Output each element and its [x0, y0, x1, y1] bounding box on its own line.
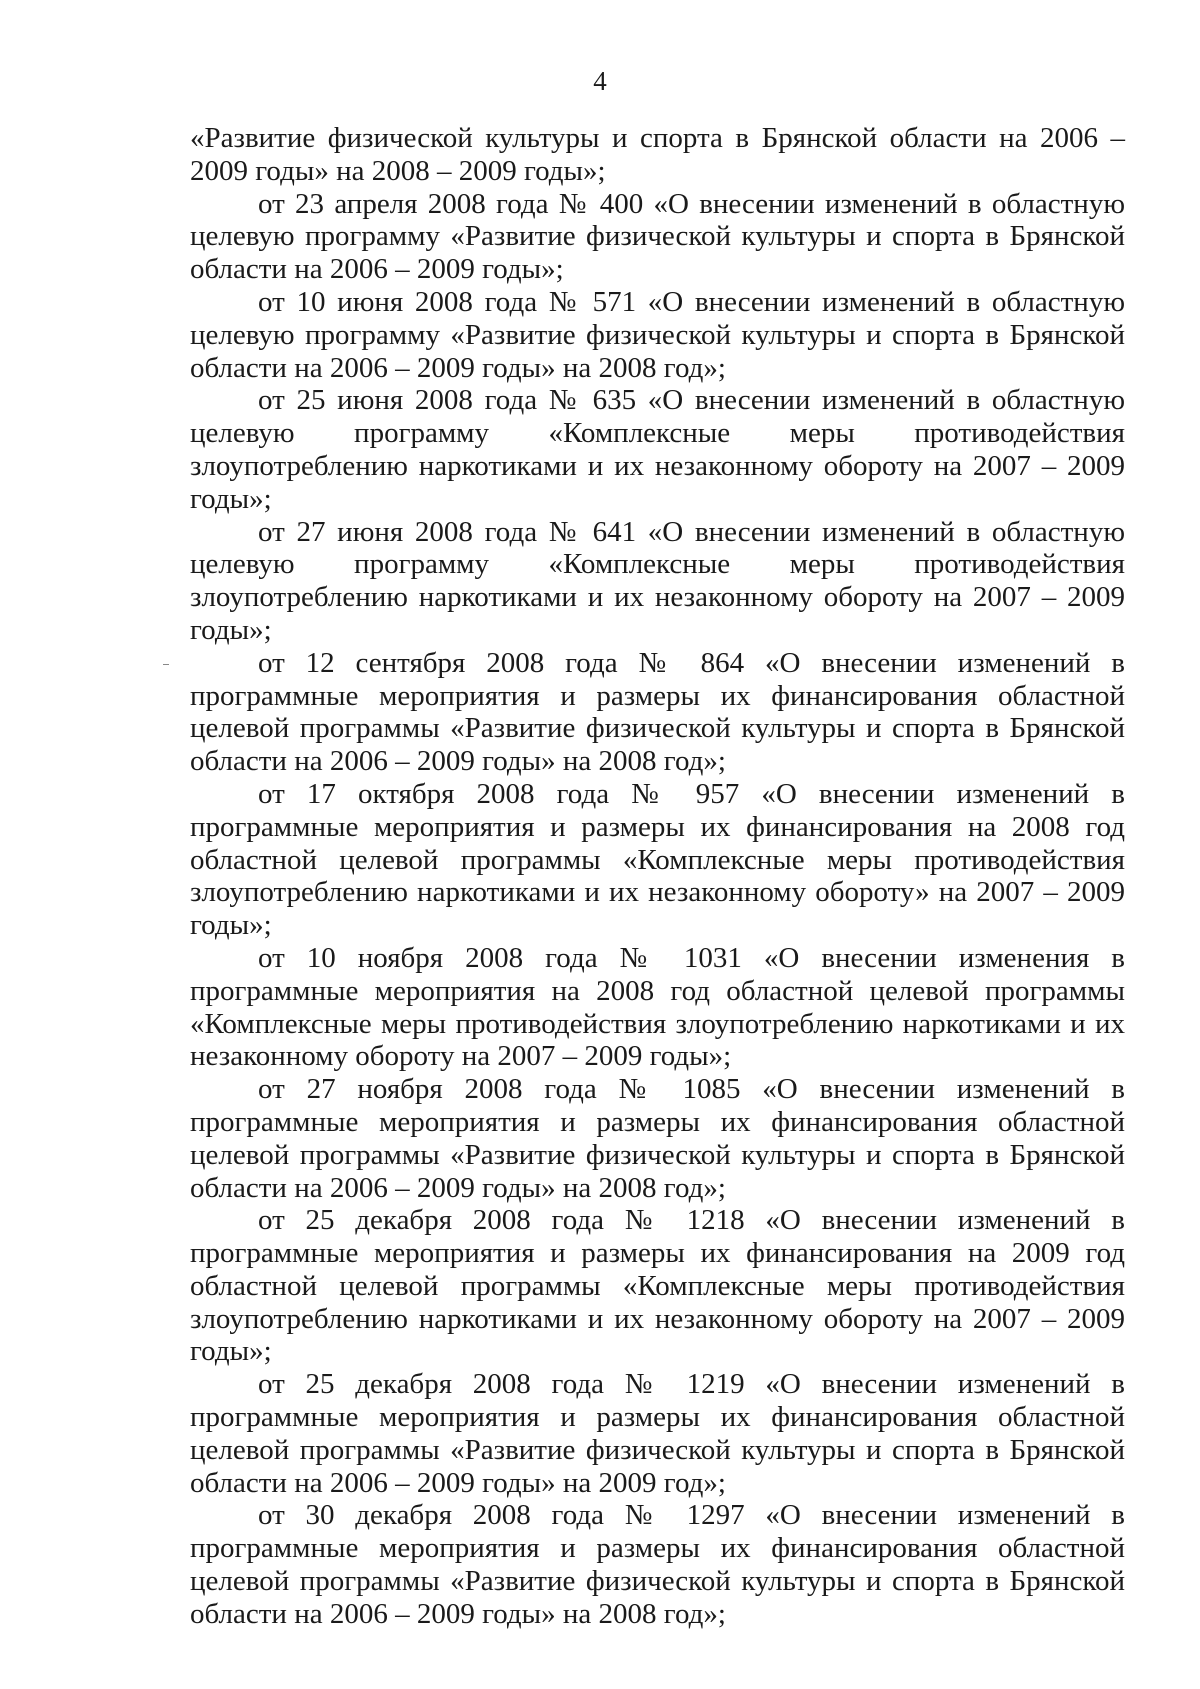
resolution-item: от 25 июня 2008 года № 635 «О внесении изменений в областную целевую программу «Комплексные меры противодействия злоупотреблению наркотиками и их незаконному обороту на 2007 – 2009 годы»; [190, 384, 1125, 515]
resolution-item: от 17 октября 2008 года № 957 «О внесении изменений в программные мероприятия и размеры их финансирования на 2008 год областной целевой программы «Комплексные меры противодействия злоупотреблению наркотиками и их незаконному обороту» на 2007 – 2009 годы»; [190, 777, 1125, 942]
resolution-item: от 27 июня 2008 года № 641 «О внесении изменений в областную целевую программу «Комплексные меры противодействия злоупотреблению наркотиками и их незаконному обороту на 2007 – 2009 годы»; [190, 515, 1125, 646]
page-number: 4 [593, 66, 607, 96]
resolution-item: от 30 декабря 2008 года № 1297 «О внесении изменений в программные мероприятия и размеры их финансирования областной целевой программы «Развитие физической культуры и спорта в Брянской области на 2006 – 2009 годы» на 2008 год»; [190, 1499, 1125, 1630]
resolution-item: от 10 июня 2008 года № 571 «О внесении изменений в областную целевую программу «Развитие физической культуры и спорта в Брянской области на 2006 – 2009 годы» на 2008 год»; [190, 285, 1125, 384]
continuation-paragraph: «Развитие физической культуры и спорта в Брянской области на 2006 – 2009 годы» на 2008 – 2009 годы»; [190, 122, 1125, 187]
resolution-item: от 23 апреля 2008 года № 400 «О внесении изменений в областную целевую программу «Развитие физической культуры и спорта в Брянской области на 2006 – 2009 годы»; [190, 187, 1125, 286]
margin-mark [163, 664, 169, 665]
resolution-item: от 27 ноября 2008 года № 1085 «О внесении изменений в программные мероприятия и размеры их финансирования областной целевой программы «Развитие физической культуры и спорта в Брянской области на 2006 – 2009 годы» на 2008 год»; [190, 1073, 1125, 1204]
resolution-item: от 10 ноября 2008 года № 1031 «О внесении изменения в программные мероприятия на 2008 год областной целевой программы «Комплексные меры противодействия злоупотреблению наркотиками и их незаконному обороту на 2007 – 2009 годы»; [190, 941, 1125, 1073]
resolution-item: от 12 сентября 2008 года № 864 «О внесении изменений в программные мероприятия и размеры их финансирования областной целевой программы «Развитие физической культуры и спорта в Брянской области на 2006 – 2009 годы» на 2008 год»; [190, 646, 1125, 778]
document-body [190, 122, 1125, 1631]
resolution-item: от 25 декабря 2008 года № 1219 «О внесении изменений в программные мероприятия и размеры их финансирования областной целевой программы «Развитие физической культуры и спорта в Брянской области на 2006 – 2009 годы» на 2009 год»; [190, 1368, 1125, 1499]
resolution-item: от 25 декабря 2008 года № 1218 «О внесении изменений в программные мероприятия и размеры их финансирования на 2009 год областной целевой программы «Комплексные меры противодействия злоупотреблению наркотиками и их незаконному обороту на 2007 – 2009 годы»; [190, 1204, 1125, 1368]
